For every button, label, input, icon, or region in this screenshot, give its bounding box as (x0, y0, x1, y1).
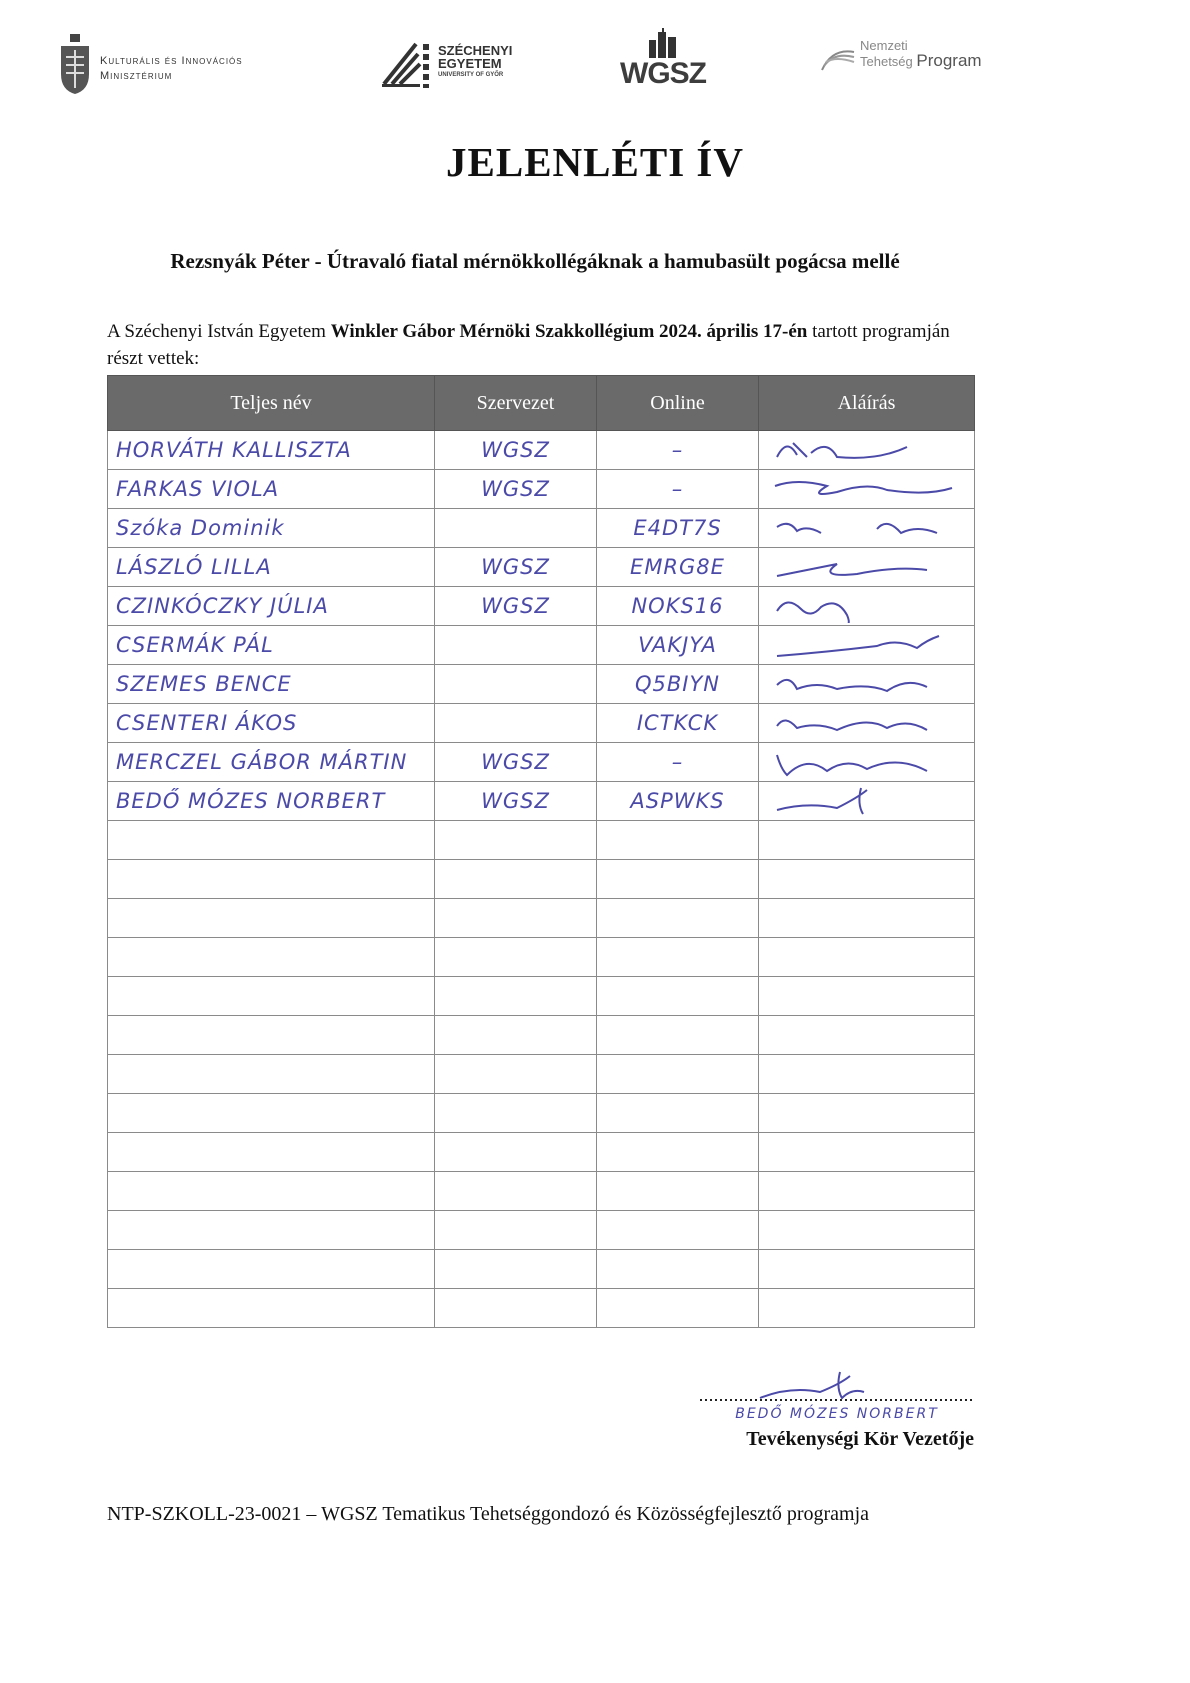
cell-online (597, 821, 759, 860)
intro-suffix: tartott programján részt vettek: (107, 321, 950, 369)
cell-org (435, 1055, 597, 1094)
handwritten-signature (767, 628, 957, 662)
table-row (108, 860, 975, 899)
wave-icon (820, 44, 856, 74)
cell-name: CZINKÓCZKY JÚLIA (108, 587, 435, 626)
handwritten-signature (767, 433, 957, 467)
cell-org (435, 1016, 597, 1055)
table-row (108, 548, 975, 587)
table-row (108, 938, 975, 977)
cell-signature (759, 1250, 975, 1289)
cell-signature (759, 587, 975, 626)
cell-online (597, 1016, 759, 1055)
cell-org (435, 1094, 597, 1133)
handwritten-signature (767, 784, 957, 818)
cell-online: VAKJYA (597, 626, 759, 665)
cell-name (108, 1172, 435, 1211)
sze-line1: SZÉCHENYI (438, 43, 513, 58)
cell-org (435, 977, 597, 1016)
cell-online: ICTKCK (597, 704, 759, 743)
table-row (108, 587, 975, 626)
cell-org: WGSZ (435, 587, 597, 626)
cell-name (108, 1211, 435, 1250)
cell-org (435, 1250, 597, 1289)
cell-online (597, 977, 759, 1016)
cell-signature (759, 821, 975, 860)
cell-org: WGSZ (435, 782, 597, 821)
cell-org (435, 938, 597, 977)
table-row (108, 626, 975, 665)
cell-signature (759, 1289, 975, 1328)
handwritten-signature (767, 745, 957, 779)
table-row (108, 1133, 975, 1172)
cell-name: SZEMES BENCE (108, 665, 435, 704)
table-row (108, 1094, 975, 1133)
table-row (108, 821, 975, 860)
cell-name (108, 1250, 435, 1289)
cell-signature (759, 1172, 975, 1211)
sze-line2: EGYETEM (438, 56, 502, 71)
cell-name (108, 1055, 435, 1094)
cell-name: CSERMÁK PÁL (108, 626, 435, 665)
cell-name (108, 938, 435, 977)
cell-org (435, 821, 597, 860)
cell-signature (759, 470, 975, 509)
page-title: JELENLÉTI ÍV (446, 139, 744, 185)
cell-org: WGSZ (435, 470, 597, 509)
cell-name (108, 1094, 435, 1133)
sze-logo (382, 40, 552, 100)
table-row (108, 977, 975, 1016)
cell-online (597, 899, 759, 938)
leader-name: BEDŐ MÓZES NORBERT (735, 1406, 939, 1422)
table-row (108, 509, 975, 548)
ntp-line1: Nemzeti (860, 38, 908, 53)
cell-signature (759, 1016, 975, 1055)
cell-name: CSENTERI ÁKOS (108, 704, 435, 743)
header-name: Teljes név (108, 376, 435, 431)
cell-name: LÁSZLÓ LILLA (108, 548, 435, 587)
table-row (108, 1016, 975, 1055)
kim-line2: Minisztérium (100, 70, 173, 82)
cell-signature (759, 548, 975, 587)
cell-name (108, 821, 435, 860)
wgsz-text: WGSZ (620, 57, 706, 90)
cell-signature (759, 431, 975, 470)
building-icon (643, 28, 683, 58)
cell-online (597, 1211, 759, 1250)
leader-signature-scribble (700, 1364, 974, 1404)
cell-org (435, 1211, 597, 1250)
cell-name (108, 860, 435, 899)
logo-bar (0, 28, 1190, 108)
cell-online (597, 1055, 759, 1094)
cell-signature (759, 782, 975, 821)
table-row (108, 1250, 975, 1289)
cell-org (435, 899, 597, 938)
hungarian-crest-icon (58, 34, 92, 96)
intro-bold: Winkler Gábor Mérnöki Szakkollégium 2024. április 17-én (330, 321, 808, 342)
cell-org: WGSZ (435, 743, 597, 782)
leader-role: Tevékenységi Kör Vezetője (746, 1428, 974, 1450)
cell-online (597, 1250, 759, 1289)
footer-program: NTP-SZKOLL-23-0021 – WGSZ Tematikus Tehetséggondozó és Közösségfejlesztő programja (107, 1503, 870, 1525)
handwritten-signature (767, 667, 957, 701)
cell-signature (759, 1055, 975, 1094)
table-body (108, 431, 975, 1328)
cell-org (435, 509, 597, 548)
ntp-line3: Program (916, 51, 982, 70)
header-signature: Aláírás (759, 376, 975, 431)
kim-logo (58, 34, 298, 104)
cell-online: – (597, 470, 759, 509)
cell-signature (759, 509, 975, 548)
cell-online (597, 1289, 759, 1328)
table-row (108, 704, 975, 743)
cell-online: E4DT7S (597, 509, 759, 548)
sze-line3: UNIVERSITY OF GYŐR (438, 72, 504, 78)
table-row (108, 899, 975, 938)
handwritten-signature (767, 511, 957, 545)
cell-signature (759, 1094, 975, 1133)
cell-signature (759, 977, 975, 1016)
cell-signature (759, 704, 975, 743)
table-header-row (108, 376, 975, 431)
header-org: Szervezet (435, 376, 597, 431)
cell-org (435, 1133, 597, 1172)
cell-org (435, 704, 597, 743)
cell-name: Szóka Dominik (108, 509, 435, 548)
wgsz-logo (618, 28, 708, 118)
header-online: Online (597, 376, 759, 431)
cell-online: EMRG8E (597, 548, 759, 587)
ntp-line2: Tehetség (860, 54, 913, 69)
cell-org (435, 1172, 597, 1211)
handwritten-signature (767, 706, 957, 740)
table-row (108, 1055, 975, 1094)
cell-org (435, 626, 597, 665)
cell-name (108, 1289, 435, 1328)
table-row (108, 782, 975, 821)
cell-name: HORVÁTH KALLISZTA (108, 431, 435, 470)
cell-name (108, 1016, 435, 1055)
cell-name: BEDŐ MÓZES NORBERT (108, 782, 435, 821)
handwritten-signature (767, 472, 957, 506)
signature-line (700, 1364, 974, 1404)
cell-online: – (597, 431, 759, 470)
cell-online (597, 938, 759, 977)
table-row (108, 431, 975, 470)
cell-name: FARKAS VIOLA (108, 470, 435, 509)
cell-org (435, 860, 597, 899)
cell-online: ASPWKS (597, 782, 759, 821)
kim-line1: Kulturális és Innovációs (100, 55, 243, 67)
attendance-table (107, 375, 975, 1328)
cell-signature (759, 1133, 975, 1172)
cell-name (108, 977, 435, 1016)
cell-org: WGSZ (435, 431, 597, 470)
cell-signature (759, 938, 975, 977)
handwritten-signature (767, 550, 957, 584)
cell-signature (759, 743, 975, 782)
table-row (108, 1289, 975, 1328)
table-row (108, 1172, 975, 1211)
leader-signature-block (700, 1364, 974, 1451)
handwritten-signature (767, 589, 957, 623)
sze-mark-icon (382, 40, 430, 90)
cell-online: – (597, 743, 759, 782)
cell-org: WGSZ (435, 548, 597, 587)
table-row (108, 470, 975, 509)
cell-org (435, 1289, 597, 1328)
cell-signature (759, 626, 975, 665)
cell-name (108, 899, 435, 938)
table-row (108, 743, 975, 782)
cell-online: NOKS16 (597, 587, 759, 626)
cell-online (597, 860, 759, 899)
intro-text (107, 318, 987, 372)
cell-signature (759, 1211, 975, 1250)
cell-online (597, 1172, 759, 1211)
table-row (108, 1211, 975, 1250)
cell-online (597, 1094, 759, 1133)
cell-signature (759, 899, 975, 938)
ntp-logo (820, 38, 1020, 88)
cell-org (435, 665, 597, 704)
intro-prefix: A Széchenyi István Egyetem (107, 321, 331, 342)
cell-signature (759, 860, 975, 899)
cell-signature (759, 665, 975, 704)
event-subtitle: Rezsnyák Péter - Útravaló fiatal mérnökkollégáknak a hamubasült pogácsa mellé (170, 249, 900, 273)
table-row (108, 665, 975, 704)
cell-online: Q5BIYN (597, 665, 759, 704)
cell-name (108, 1133, 435, 1172)
cell-online (597, 1133, 759, 1172)
cell-name: MERCZEL GÁBOR MÁRTIN (108, 743, 435, 782)
